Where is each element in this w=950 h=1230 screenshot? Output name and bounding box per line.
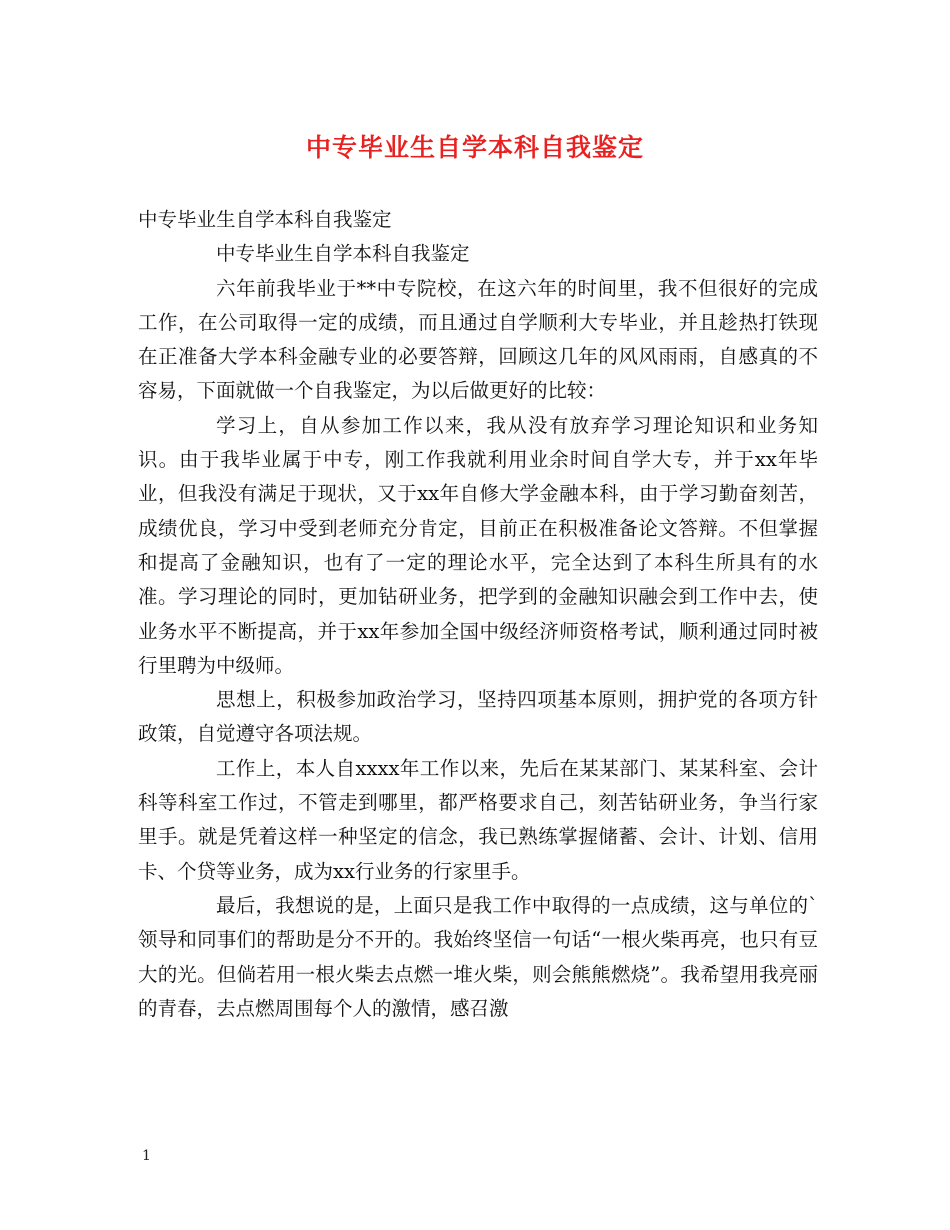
document-title: 中专毕业生自学本科自我鉴定 [305, 133, 644, 162]
paragraph-conclusion: 最后，我想说的是，上面只是我工作中取得的一点成绩，这与单位的`领导和同事们的帮助是分不开的。我始终坚信一句话“一根火柴再亮，也只有豆大的光。但倘若用一根火柴去点燃一堆火柴，则会熊熊燃烧”。我希望用我亮丽的青春，去点燃周围每个人的激情，感召激 [138, 893, 818, 1020]
document-body [138, 203, 818, 1026]
paragraph-thought: 思想上，积极参加政治学习，坚持四项基本原则，拥护党的各项方针政策，自觉遵守各项法规。 [138, 688, 818, 746]
page-number: 1 [142, 1148, 151, 1164]
subheading-line: 中专毕业生自学本科自我鉴定 [216, 242, 470, 266]
heading-line: 中专毕业生自学本科自我鉴定 [138, 208, 392, 231]
paragraph-intro: 六年前我毕业于**中专院校，在这六年的时间里，我不但很好的完成工作，在公司取得一定的成绩，而且通过自学顺利大专毕业，并且趁热打铁现在正准备大学本科金融专业的必要答辩，回顾这几年的风风雨雨，自感真的不容易，下面就做一个自我鉴定，为以后做更好的比较： [138, 276, 818, 403]
paragraph-work: 工作上，本人自xxxx年工作以来，先后在某某部门、某某科室、会计科等科室工作过，不管走到哪里，都严格要求自己，刻苦钻研业务，争当行家里手。就是凭着这样一种坚定的信念，我已熟练掌握储蓄、会计、计划、信用卡、个贷等业务，成为xx行业务的行家里手。 [138, 756, 818, 883]
paragraph-study: 学习上，自从参加工作以来，我从没有放弃学习理论知识和业务知识。由于我毕业属于中专，刚工作我就利用业余时间自学大专，并于xx年毕业，但我没有满足于现状，又于xx年自修大学金融本科，由于学习勤奋刻苦，成绩优良，学习中受到老师充分肯定，目前正在积极准备论文答辩。不但掌握和提高了金融知识，也有了一定的理论水平，完全达到了本科生所具有的水准。学习理论的同时，更加钻研业务，把学到的金融知识融会到工作中去，使业务水平不断提高，并于xx年参加全国中级经济师资格考试，顺利通过同时被行里聘为中级师。 [138, 413, 818, 677]
